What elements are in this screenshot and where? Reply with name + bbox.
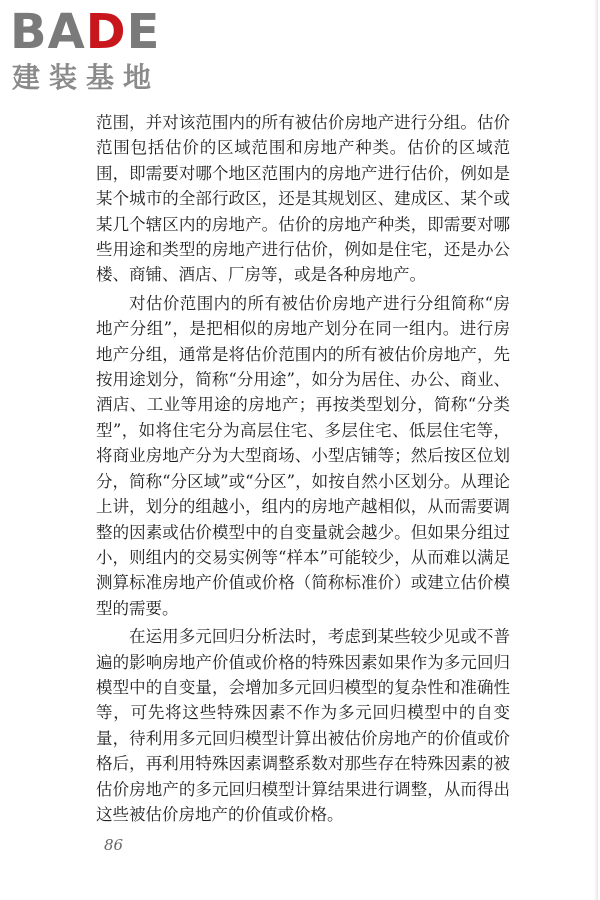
- page-number: 86: [104, 836, 124, 854]
- logo-letters-ba: BA: [10, 4, 86, 60]
- paragraph-3: 在运用多元回归分析法时，考虑到某些较少见或不普遍的影响房地产价值或价格的特殊因素如果作为多元回归模型中的自变量，会增加多元回归模型的复杂性和准确性等，可先将这些特殊因素不作为多元回归模型中的自变量，待利用多元回归模型计算出被估价房地产的价值或价格后，再利用特殊因素调整系数对那些存在特殊因素的被估价房地产的多元回归模型计算结果进行调整，从而得出这些被估价房地产的价值或价格。: [96, 627, 510, 824]
- page-body: [96, 110, 510, 827]
- paragraph-1: 范围，并对该范围内的所有被估价房地产进行分组。估价范围包括估价的区域范围和房地产种类。估价的区域范围，即需要对哪个地区范围内的房地产进行估价，例如是某个城市的全部行政区，还是其规划区、建成区、某个或某几个辖区内的房地产。估价的房地产种类，即需要对哪些用途和类型的房地产进行估价，例如是住宅，还是办公楼、商铺、酒店、厂房等，或是各种房地产。: [96, 113, 510, 285]
- page-edge-shadow: [594, 0, 598, 900]
- logo-letter-d: D: [85, 4, 127, 60]
- logo-letter-e: E: [126, 4, 161, 60]
- paragraph-2: 对估价范围内的所有被估价房地产进行分组简称“房地产分组”，是把相似的房地产划分在同一组内。进行房地产分组，通常是将估价范围内的所有被估价房地产，先按用途划分，简称“分用途”，如分为居住、办公、商业、酒店、工业等用途的房地产；再按类型划分，简称“分类型”，如将住宅分为高层住宅、多层住宅、低层住宅等，将商业房地产分为大型商场、小型店铺等；然后按区位划分，简称“分区域”或“分区”，如按自然小区划分。从理论上讲，划分的组越小，组内的房地产越相似，从而需要调整的因素或估价模型中的自变量就会越少。但如果分组过小，则组内的交易实例等“样本”可能较少，从而难以满足测算标准房地产价值或价格（简称标准价）或建立估价模型的需要。: [96, 293, 510, 618]
- logo-wordmark: [10, 6, 160, 58]
- bade-logo: [10, 6, 180, 96]
- logo-subtitle: 建装基地: [12, 61, 161, 94]
